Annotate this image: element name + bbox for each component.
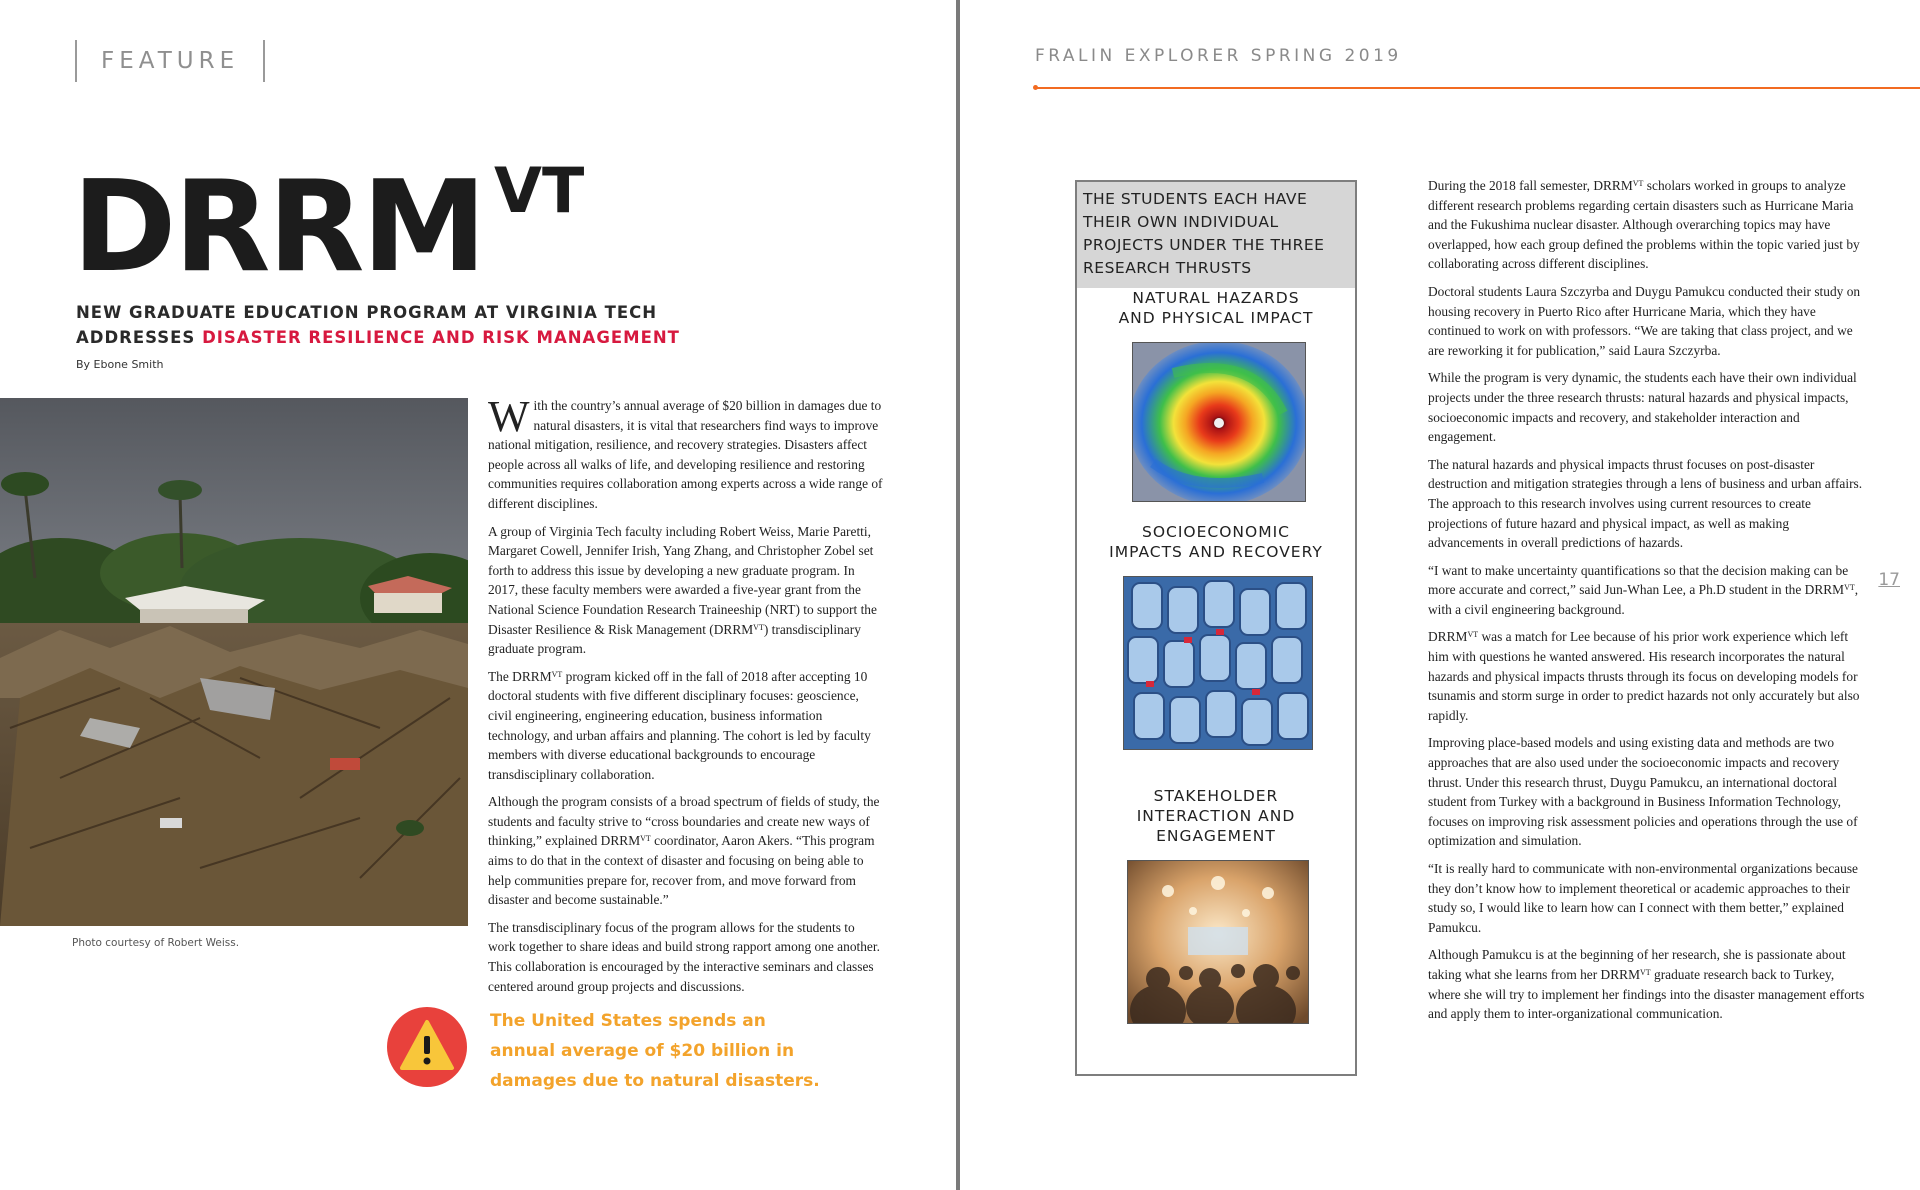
- paragraph-3: The $DRRM^{VT}$ program kicked off in the fall of 2018 after accepting 10 doctoral students with five different disciplinary focuses: geoscience, civil engineering, engineering education, business information technology, and urban affairs and planning. The cohort is led by faculty members with diverse educational backgrounds to encourage transdisciplinary collaboration.: [488, 668, 871, 782]
- paragraph-r2: Doctoral students Laura Szczyrba and Duygu Pamukcu conducted their study on housing recovery in Puerto Rico after Hurricane Maria, which they have continued to work on with professors. “We are taking that class project, and we are reworking it for publication,” said Laura Szczyrba.: [1428, 283, 1861, 358]
- pull-quote-callout: The United States spends an annual average of $20 billion in damages due to natural disasters.: [490, 1011, 820, 1091]
- left-article-body: [488, 392, 884, 1004]
- byline: By Ebone Smith: [76, 358, 164, 371]
- section-label: FEATURE: [75, 40, 265, 82]
- thrust-title-natural-hazards: NATURAL HAZARDS AND PHYSICAL IMPACT: [1118, 289, 1314, 327]
- right-page: [960, 0, 1920, 1190]
- right-article-body: [1428, 176, 1868, 1032]
- paragraph-1: With the country’s annual average of $20 billion in damages due to natural disasters, it is vital that researchers find ways to improve national mitigation, resilience, and recovery strategies. Disasters affect people across all walks of life, and developing resilience and restoring communities requires collaboration among experts across a wide range of different disciplines.: [488, 392, 883, 511]
- title-main: DRRM: [72, 153, 485, 300]
- article-subtitle: [76, 300, 876, 350]
- subtitle-prefix: ADDRESSES: [76, 328, 203, 347]
- conference-audience-image: [1127, 860, 1309, 1024]
- title-superscript: VT: [494, 154, 585, 227]
- thrust-title-socioeconomic: SOCIOECONOMIC IMPACTS AND RECOVERY: [1109, 523, 1323, 561]
- paragraph-r7: Improving place-based models and using existing data and methods are two approaches that are also used under the socioeconomic impacts and recovery thrust. Under this research thrust, Duygu Pamukcu, an international doctoral student from Turkey with a background in Business Information Technology, focuses on improving risk assessment policies and operations through the use of optimization and simulation.: [1428, 735, 1858, 849]
- left-page: [0, 0, 956, 1190]
- paragraph-2: A group of Virginia Tech faculty including Robert Weiss, Marie Paretti, Margaret Cowell, Jennifer Irish, Yang Zhang, and Christopher Zobel set forth to address this issue by developing a new graduate program. In 2017, these faculty members were awarded a five-year grant from the National Science Foundation Research Traineeship (NRT) to support the Disaster Resilience & Risk Management $(DRRM^{VT})$ transdisciplinary graduate program.: [488, 523, 877, 657]
- warning-icon: [386, 1006, 468, 1088]
- photo-caption: Photo courtesy of Robert Weiss.: [72, 937, 240, 949]
- paragraph-4: Although the program consists of a broad spectrum of fields of study, the students and faculty strive to “cross boundaries and create new ways of thinking,” explained $DRRM^{VT}$ coordinator, Aaron Akers. “This program aims to do that in the context of disaster and focusing on being able to help communities prepare for, recover from, and move forward from disaster and become sustainable.”: [488, 794, 880, 908]
- article-title: [72, 153, 585, 314]
- running-head: FRALIN EXPLORER SPRING 2019: [1035, 46, 1402, 66]
- paragraph-r6: $DRRM^{VT}$ was a match for Lee because of his prior work experience which left him with questions he wanted answered. His research incorporates the natural hazards and physical impacts thrusts through its focus on developing models for tsunamis and storm surge in order to predict hazards not only accurately but also rapidly.: [1428, 629, 1860, 723]
- paragraph-r3: While the program is very dynamic, the students each have their own individual projects under the three research thrusts: natural hazards and physical impacts, socioeconomic impacts and recovery, and stakeholder interaction and engagement.: [1428, 370, 1857, 445]
- disaster-debris-photo: [0, 398, 468, 926]
- paragraph-r8: “It is really hard to communicate with non-environmental organizations because they don’t know how to implement theoretical or academic approaches to their study so, I would like to learn how can I connect with them better,” explained Pamukcu.: [1428, 861, 1858, 935]
- paragraph-r1: During the 2018 fall semester, $DRRM^{VT}$ scholars worked in groups to analyze different research problems regarding certain disasters such as Hurricane Maria and the Fukushima nuclear disaster. Although overarching topics may have overlapped, how each group defined the problems within the topic varied just by collaborating across different disciplines.: [1428, 178, 1860, 272]
- subtitle-line-1: NEW GRADUATE EDUCATION PROGRAM AT VIRGINIA TECH: [76, 303, 658, 322]
- subtitle-line-2: [76, 325, 876, 350]
- sidebar-heading: THE STUDENTS EACH HAVE THEIR OWN INDIVIDUAL PROJECTS UNDER THE THREE RESEARCH THRUSTS: [1077, 182, 1355, 288]
- research-thrusts-sidebar: [1075, 180, 1357, 1076]
- drop-cap: W: [488, 392, 530, 441]
- page-number: 17: [1878, 570, 1900, 590]
- thrust-title-stakeholder: STAKEHOLDER INTERACTION AND ENGAGEMENT: [1136, 787, 1296, 845]
- paragraph-r9: Although Pamukcu is at the beginning of her research, she is passionate about taking what she learns from her $DRRM^{VT}$ graduate research back to Turkey, where she will try to implement her findings into the disaster management efforts and apply them to inter-organizational communication.: [1428, 947, 1865, 1022]
- paragraph-5: The transdisciplinary focus of the program allows for the students to work together to share ideas and build strong rapport among one another. This collaboration is encouraged by the interactive seminars and classes centered around group projects and discussions.: [488, 919, 880, 994]
- header-rule: [1035, 87, 1920, 89]
- subtitle-highlight: DISASTER RESILIENCE AND RISK MANAGEMENT: [202, 328, 680, 347]
- hurricane-satellite-image: [1132, 342, 1306, 502]
- paragraph-r5: “I want to make uncertainty quantifications so that the decision making can be more accurate and correct,” said Jun-Whan Lee, a Ph.D student in the $DRRM^{VT}$, with a civil engineering background.: [1428, 562, 1859, 617]
- water-bottles-image: [1123, 576, 1313, 750]
- paragraph-r4: The natural hazards and physical impacts thrust focuses on post-disaster destruction and mitigation strategies through a lens of business and urban affairs. The approach to this research involves using current resources to create projections of future hazard and physical impact, as well as making advancements in overall predictions of hazards.: [1428, 456, 1863, 551]
